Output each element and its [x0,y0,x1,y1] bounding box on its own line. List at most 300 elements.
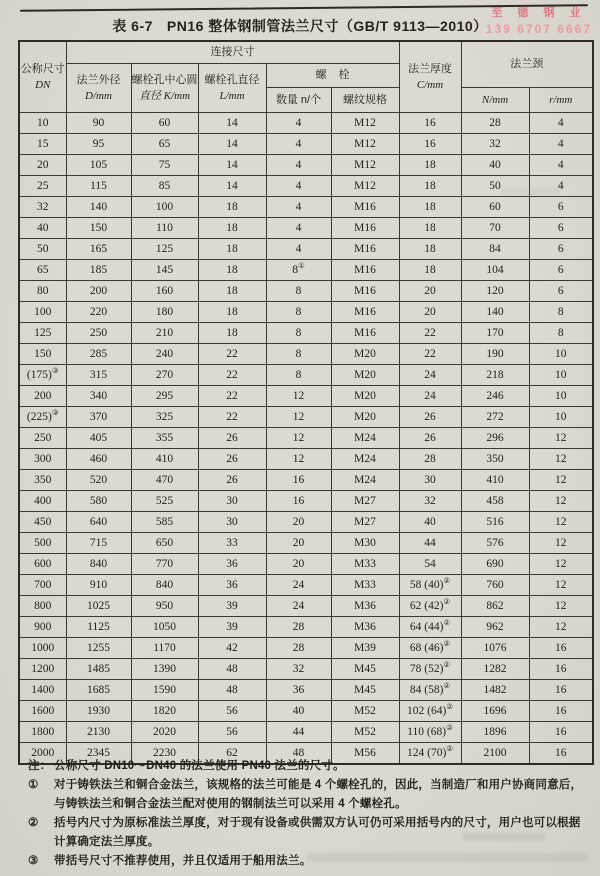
table-row [19,638,593,659]
cell-bolt-circle-k: 1050 [131,617,198,638]
cell-dn: 32 [19,197,66,218]
cell-dn: 350 [19,470,66,491]
cell-dn: 15 [19,134,66,155]
cell-thickness-c: 18 [399,176,461,197]
cell-bolt-hole-l: 26 [198,470,266,491]
cell-bolt-circle-k: 295 [131,386,198,407]
cell-dn: 20 [19,155,66,176]
cell-bolt-circle-k: 355 [131,428,198,449]
cell-bolt-thread: M12 [331,155,399,176]
cell-bolt-hole-l: 39 [198,596,266,617]
cell-dn: 250 [19,428,66,449]
cell-neck-n: 962 [461,617,529,638]
cell-bolt-thread: M24 [331,428,399,449]
table-row [19,701,593,722]
cell-neck-n: 104 [461,260,529,281]
cell-dn: 10 [19,113,66,134]
note-text: 带括号尺寸不推荐使用，并且仅适用于船用法兰。 [54,855,312,867]
cell-thickness-c: 24 [399,386,461,407]
cell-bolt-qty-n: 16 [266,470,331,491]
cell-dn: 200 [19,386,66,407]
cell-thickness-c: 68 (46)② [399,638,461,659]
cell-dn: 900 [19,617,66,638]
cell-neck-n: 170 [461,323,529,344]
cell-outer-diameter-d: 200 [66,281,131,302]
cell-outer-diameter-d: 220 [66,302,131,323]
cell-thickness-c: 20 [399,302,461,323]
cell-dn: 65 [19,260,66,281]
header-nominal-size: 公称尺寸 DN [19,41,66,113]
cell-bolt-qty-n: 16 [266,491,331,512]
cell-bolt-thread: M33 [331,554,399,575]
cell-outer-diameter-d: 370 [66,407,131,428]
cell-dn: 1800 [19,722,66,743]
cell-bolt-qty-n: 4 [266,155,331,176]
cell-neck-r: 6 [529,197,593,218]
cell-thickness-c: 18 [399,260,461,281]
cell-bolt-thread: M12 [331,176,399,197]
cell-thickness-c: 24 [399,365,461,386]
cell-bolt-hole-l: 36 [198,575,266,596]
cell-bolt-thread: M16 [331,239,399,260]
cell-bolt-qty-n: 4 [266,113,331,134]
table-number: 表 6-7 [112,18,153,34]
cell-bolt-hole-l: 18 [198,239,266,260]
cell-bolt-circle-k: 75 [131,155,198,176]
cell-thickness-c: 22 [399,323,461,344]
cell-bolt-circle-k: 65 [131,134,198,155]
cell-bolt-thread: M56 [331,743,399,765]
bleedthrough-smudge [306,853,588,862]
cell-bolt-circle-k: 270 [131,365,198,386]
cell-bolt-circle-k: 1820 [131,701,198,722]
cell-neck-r: 12 [529,470,593,491]
cell-thickness-c: 40 [399,512,461,533]
cell-outer-diameter-d: 405 [66,428,131,449]
cell-outer-diameter-d: 1685 [66,680,131,701]
cell-bolt-qty-n: 4 [266,218,331,239]
cell-neck-n: 2100 [461,743,529,765]
cell-neck-n: 70 [461,218,529,239]
cell-neck-r: 12 [529,449,593,470]
cell-outer-diameter-d: 2130 [66,722,131,743]
cell-bolt-hole-l: 22 [198,386,266,407]
cell-bolt-qty-n: 20 [266,554,331,575]
header-bolt-hole: 螺栓孔直径 L/mm [198,64,266,113]
table-row [19,113,593,134]
cell-bolt-thread: M36 [331,596,399,617]
cell-bolt-qty-n: 4 [266,176,331,197]
header-flange-thickness: 法兰厚度 C/mm [399,41,461,113]
cell-neck-n: 576 [461,533,529,554]
cell-bolt-circle-k: 470 [131,470,198,491]
cell-bolt-hole-l: 42 [198,638,266,659]
note-label: ① [28,779,39,791]
cell-bolt-hole-l: 22 [198,365,266,386]
table-row [19,365,593,386]
cell-bolt-thread: M39 [331,638,399,659]
cell-bolt-circle-k: 770 [131,554,198,575]
cell-outer-diameter-d: 90 [66,113,131,134]
cell-neck-r: 12 [529,533,593,554]
cell-bolt-thread: M16 [331,260,399,281]
cell-outer-diameter-d: 340 [66,386,131,407]
note-text: 公称尺寸 DN10～DN40 的法兰使用 PN40 法兰的尺寸。 [54,760,345,772]
table-title-text: PN16 整体钢制管法兰尺寸（GB/T 9113—2010） [166,18,488,34]
cell-thickness-c: 62 (42)② [399,596,461,617]
table-row [19,344,593,365]
cell-dn: 300 [19,449,66,470]
cell-dn: 450 [19,512,66,533]
note-label: ② [28,817,39,829]
cell-neck-n: 1282 [461,659,529,680]
cell-bolt-thread: M12 [331,134,399,155]
table-row [19,575,593,596]
cell-dn: 400 [19,491,66,512]
cell-bolt-hole-l: 14 [198,176,266,197]
cell-dn: 80 [19,281,66,302]
cell-bolt-circle-k: 585 [131,512,198,533]
cell-neck-n: 1482 [461,680,529,701]
cell-neck-n: 60 [461,197,529,218]
header-bolt-thread: 螺纹规格 [331,88,399,113]
cell-thickness-c: 28 [399,449,461,470]
cell-neck-r: 16 [529,638,593,659]
cell-dn: (225)③ [19,407,66,428]
cell-dn: 2000 [19,743,66,765]
cell-dn: 100 [19,302,66,323]
cell-bolt-circle-k: 1170 [131,638,198,659]
cell-thickness-c: 26 [399,407,461,428]
cell-bolt-hole-l: 39 [198,617,266,638]
cell-outer-diameter-d: 460 [66,449,131,470]
cell-bolt-qty-n: 8 [266,323,331,344]
cell-neck-r: 6 [529,218,593,239]
cell-thickness-c: 110 (68)② [399,722,461,743]
cell-neck-n: 84 [461,239,529,260]
cell-bolt-thread: M36 [331,617,399,638]
note-label: 注： [28,760,52,772]
cell-neck-r: 16 [529,701,593,722]
cell-bolt-thread: M33 [331,575,399,596]
cell-bolt-qty-n: 12 [266,428,331,449]
table-row [19,134,593,155]
cell-bolt-circle-k: 110 [131,218,198,239]
cell-bolt-qty-n: 28 [266,617,331,638]
cell-bolt-qty-n: 48 [266,743,331,765]
cell-bolt-hole-l: 18 [198,302,266,323]
cell-bolt-qty-n: 36 [266,680,331,701]
cell-neck-n: 516 [461,512,529,533]
cell-bolt-circle-k: 410 [131,449,198,470]
cell-neck-r: 16 [529,680,593,701]
cell-bolt-qty-n: 44 [266,722,331,743]
flange-dimensions-table [18,40,594,765]
cell-bolt-qty-n: 12 [266,386,331,407]
table-row [19,386,593,407]
cell-bolt-hole-l: 30 [198,491,266,512]
cell-neck-r: 12 [529,512,593,533]
table-row [19,281,593,302]
cell-outer-diameter-d: 315 [66,365,131,386]
cell-dn: 600 [19,554,66,575]
note-1 [28,776,588,814]
cell-outer-diameter-d: 840 [66,554,131,575]
bleedthrough-smudge [462,833,546,841]
table-row [19,197,593,218]
table-row [19,449,593,470]
cell-dn: 150 [19,344,66,365]
cell-bolt-circle-k: 2020 [131,722,198,743]
cell-bolt-thread: M30 [331,533,399,554]
cell-neck-n: 140 [461,302,529,323]
cell-bolt-qty-n: 8 [266,281,331,302]
cell-dn: 25 [19,176,66,197]
table-row [19,554,593,575]
cell-bolt-circle-k: 210 [131,323,198,344]
cell-neck-n: 296 [461,428,529,449]
cell-neck-r: 10 [529,407,593,428]
cell-bolt-circle-k: 85 [131,176,198,197]
cell-outer-diameter-d: 185 [66,260,131,281]
cell-bolt-qty-n: 4 [266,197,331,218]
cell-bolt-hole-l: 48 [198,680,266,701]
cell-bolt-circle-k: 2230 [131,743,198,765]
cell-neck-n: 120 [461,281,529,302]
header-bolt-circle: 螺栓孔中心圆 直径 K/mm [131,64,198,113]
cell-outer-diameter-d: 1125 [66,617,131,638]
cell-neck-r: 6 [529,260,593,281]
header-flange-neck: 法兰颈 [461,41,593,88]
cell-neck-r: 12 [529,428,593,449]
cell-outer-diameter-d: 1025 [66,596,131,617]
cell-bolt-hole-l: 18 [198,218,266,239]
note-text: 对于铸铁法兰和铜合金法兰，该规格的法兰可能是 4 个螺栓孔的，因此，当制造厂和用户协商同意后，与铸铁法兰和铜合金法兰配对使用的钢制法兰可以采用 4 个螺栓孔。 [54,779,583,810]
cell-bolt-thread: M27 [331,512,399,533]
cell-neck-n: 760 [461,575,529,596]
cell-bolt-circle-k: 100 [131,197,198,218]
cell-neck-n: 350 [461,449,529,470]
table-row [19,260,593,281]
cell-dn: 800 [19,596,66,617]
cell-thickness-c: 18 [399,218,461,239]
table-row [19,533,593,554]
cell-bolt-hole-l: 22 [198,407,266,428]
cell-neck-n: 1076 [461,638,529,659]
cell-outer-diameter-d: 105 [66,155,131,176]
cell-thickness-c: 58 (40)② [399,575,461,596]
cell-neck-n: 410 [461,470,529,491]
cell-neck-n: 458 [461,491,529,512]
cell-bolt-hole-l: 18 [198,323,266,344]
cell-neck-n: 246 [461,386,529,407]
cell-bolt-qty-n: 24 [266,575,331,596]
cell-bolt-circle-k: 840 [131,575,198,596]
table-row [19,512,593,533]
cell-bolt-circle-k: 325 [131,407,198,428]
cell-bolt-qty-n: 28 [266,638,331,659]
cell-bolt-hole-l: 18 [198,281,266,302]
cell-bolt-circle-k: 125 [131,239,198,260]
cell-thickness-c: 22 [399,344,461,365]
cell-neck-n: 32 [461,134,529,155]
header-neck-r: r/mm [529,88,593,113]
table-row [19,722,593,743]
cell-thickness-c: 78 (52)② [399,659,461,680]
table-row [19,680,593,701]
cell-thickness-c: 20 [399,281,461,302]
cell-neck-r: 4 [529,134,593,155]
cell-bolt-qty-n: 20 [266,512,331,533]
cell-bolt-circle-k: 240 [131,344,198,365]
cell-outer-diameter-d: 715 [66,533,131,554]
cell-neck-r: 12 [529,554,593,575]
cell-outer-diameter-d: 1485 [66,659,131,680]
cell-neck-r: 12 [529,575,593,596]
cell-bolt-hole-l: 48 [198,659,266,680]
table-row [19,428,593,449]
cell-bolt-qty-n: 8 [266,365,331,386]
cell-bolt-circle-k: 1590 [131,680,198,701]
table-row [19,617,593,638]
cell-outer-diameter-d: 95 [66,134,131,155]
header-outer-diameter: 法兰外径 D/mm [66,64,131,113]
cell-bolt-hole-l: 14 [198,134,266,155]
cell-bolt-circle-k: 180 [131,302,198,323]
cell-outer-diameter-d: 250 [66,323,131,344]
cell-neck-n: 218 [461,365,529,386]
cell-bolt-hole-l: 14 [198,155,266,176]
cell-bolt-qty-n: 8 [266,344,331,365]
cell-dn: 1000 [19,638,66,659]
cell-neck-r: 12 [529,596,593,617]
cell-bolt-hole-l: 14 [198,113,266,134]
cell-bolt-thread: M16 [331,197,399,218]
cell-bolt-qty-n: 40 [266,701,331,722]
cell-neck-r: 8 [529,302,593,323]
cell-neck-r: 8 [529,323,593,344]
cell-dn: 125 [19,323,66,344]
watermark-company: 至 德 钢 业 [491,7,587,19]
cell-thickness-c: 124 (70)② [399,743,461,765]
cell-bolt-circle-k: 950 [131,596,198,617]
cell-bolt-thread: M24 [331,449,399,470]
cell-neck-r: 16 [529,722,593,743]
cell-bolt-hole-l: 33 [198,533,266,554]
cell-thickness-c: 16 [399,134,461,155]
cell-dn: 1600 [19,701,66,722]
cell-dn: 500 [19,533,66,554]
cell-bolt-thread: M52 [331,722,399,743]
cell-bolt-thread: M27 [331,491,399,512]
cell-dn: 50 [19,239,66,260]
table-row [19,470,593,491]
cell-thickness-c: 26 [399,428,461,449]
cell-neck-n: 50 [461,176,529,197]
cell-neck-r: 12 [529,617,593,638]
cell-neck-r: 4 [529,176,593,197]
cell-thickness-c: 54 [399,554,461,575]
cell-bolt-thread: M52 [331,701,399,722]
cell-dn: 700 [19,575,66,596]
table-row [19,302,593,323]
cell-bolt-qty-n: 12 [266,407,331,428]
cell-thickness-c: 18 [399,155,461,176]
cell-thickness-c: 16 [399,113,461,134]
table-row [19,491,593,512]
cell-bolt-qty-n: 8① [266,260,331,281]
cell-neck-n: 272 [461,407,529,428]
cell-bolt-hole-l: 18 [198,260,266,281]
cell-neck-n: 40 [461,155,529,176]
header-bolt: 螺栓 [266,64,399,88]
cell-outer-diameter-d: 140 [66,197,131,218]
cell-neck-r: 4 [529,113,593,134]
cell-outer-diameter-d: 285 [66,344,131,365]
cell-neck-n: 862 [461,596,529,617]
cell-thickness-c: 18 [399,239,461,260]
cell-outer-diameter-d: 115 [66,176,131,197]
cell-bolt-qty-n: 32 [266,659,331,680]
cell-neck-r: 6 [529,239,593,260]
cell-neck-n: 1696 [461,701,529,722]
cell-neck-n: 1896 [461,722,529,743]
cell-bolt-qty-n: 4 [266,239,331,260]
cell-neck-r: 10 [529,344,593,365]
table-row [19,323,593,344]
cell-bolt-qty-n: 12 [266,449,331,470]
header-bolt-qty: 数量 n/个 [266,88,331,113]
cell-thickness-c: 102 (64)② [399,701,461,722]
cell-bolt-hole-l: 26 [198,449,266,470]
cell-bolt-thread: M20 [331,344,399,365]
cell-outer-diameter-d: 1930 [66,701,131,722]
note-label: ③ [28,855,39,867]
cell-neck-r: 12 [529,491,593,512]
table-row [19,659,593,680]
cell-bolt-qty-n: 8 [266,302,331,323]
cell-outer-diameter-d: 2345 [66,743,131,765]
cell-neck-n: 28 [461,113,529,134]
cell-outer-diameter-d: 910 [66,575,131,596]
table-row [19,155,593,176]
table-row [19,218,593,239]
cell-thickness-c: 44 [399,533,461,554]
cell-dn: (175)③ [19,365,66,386]
cell-bolt-circle-k: 145 [131,260,198,281]
cell-bolt-circle-k: 1390 [131,659,198,680]
note-general [28,757,588,776]
watermark-phone: 139 6707 6667 [485,21,592,36]
cell-bolt-circle-k: 650 [131,533,198,554]
cell-bolt-thread: M20 [331,386,399,407]
cell-bolt-thread: M45 [331,680,399,701]
cell-bolt-circle-k: 60 [131,113,198,134]
cell-bolt-thread: M24 [331,470,399,491]
cell-dn: 1200 [19,659,66,680]
header-connection-dims: 连接尺寸 [66,41,399,64]
cell-bolt-qty-n: 20 [266,533,331,554]
cell-neck-r: 10 [529,386,593,407]
cell-neck-r: 10 [529,365,593,386]
cell-bolt-thread: M45 [331,659,399,680]
cell-dn: 40 [19,218,66,239]
pencil-mark-artifact [500,188,560,195]
cell-bolt-hole-l: 56 [198,701,266,722]
cell-outer-diameter-d: 520 [66,470,131,491]
cell-bolt-hole-l: 30 [198,512,266,533]
table-row [19,239,593,260]
